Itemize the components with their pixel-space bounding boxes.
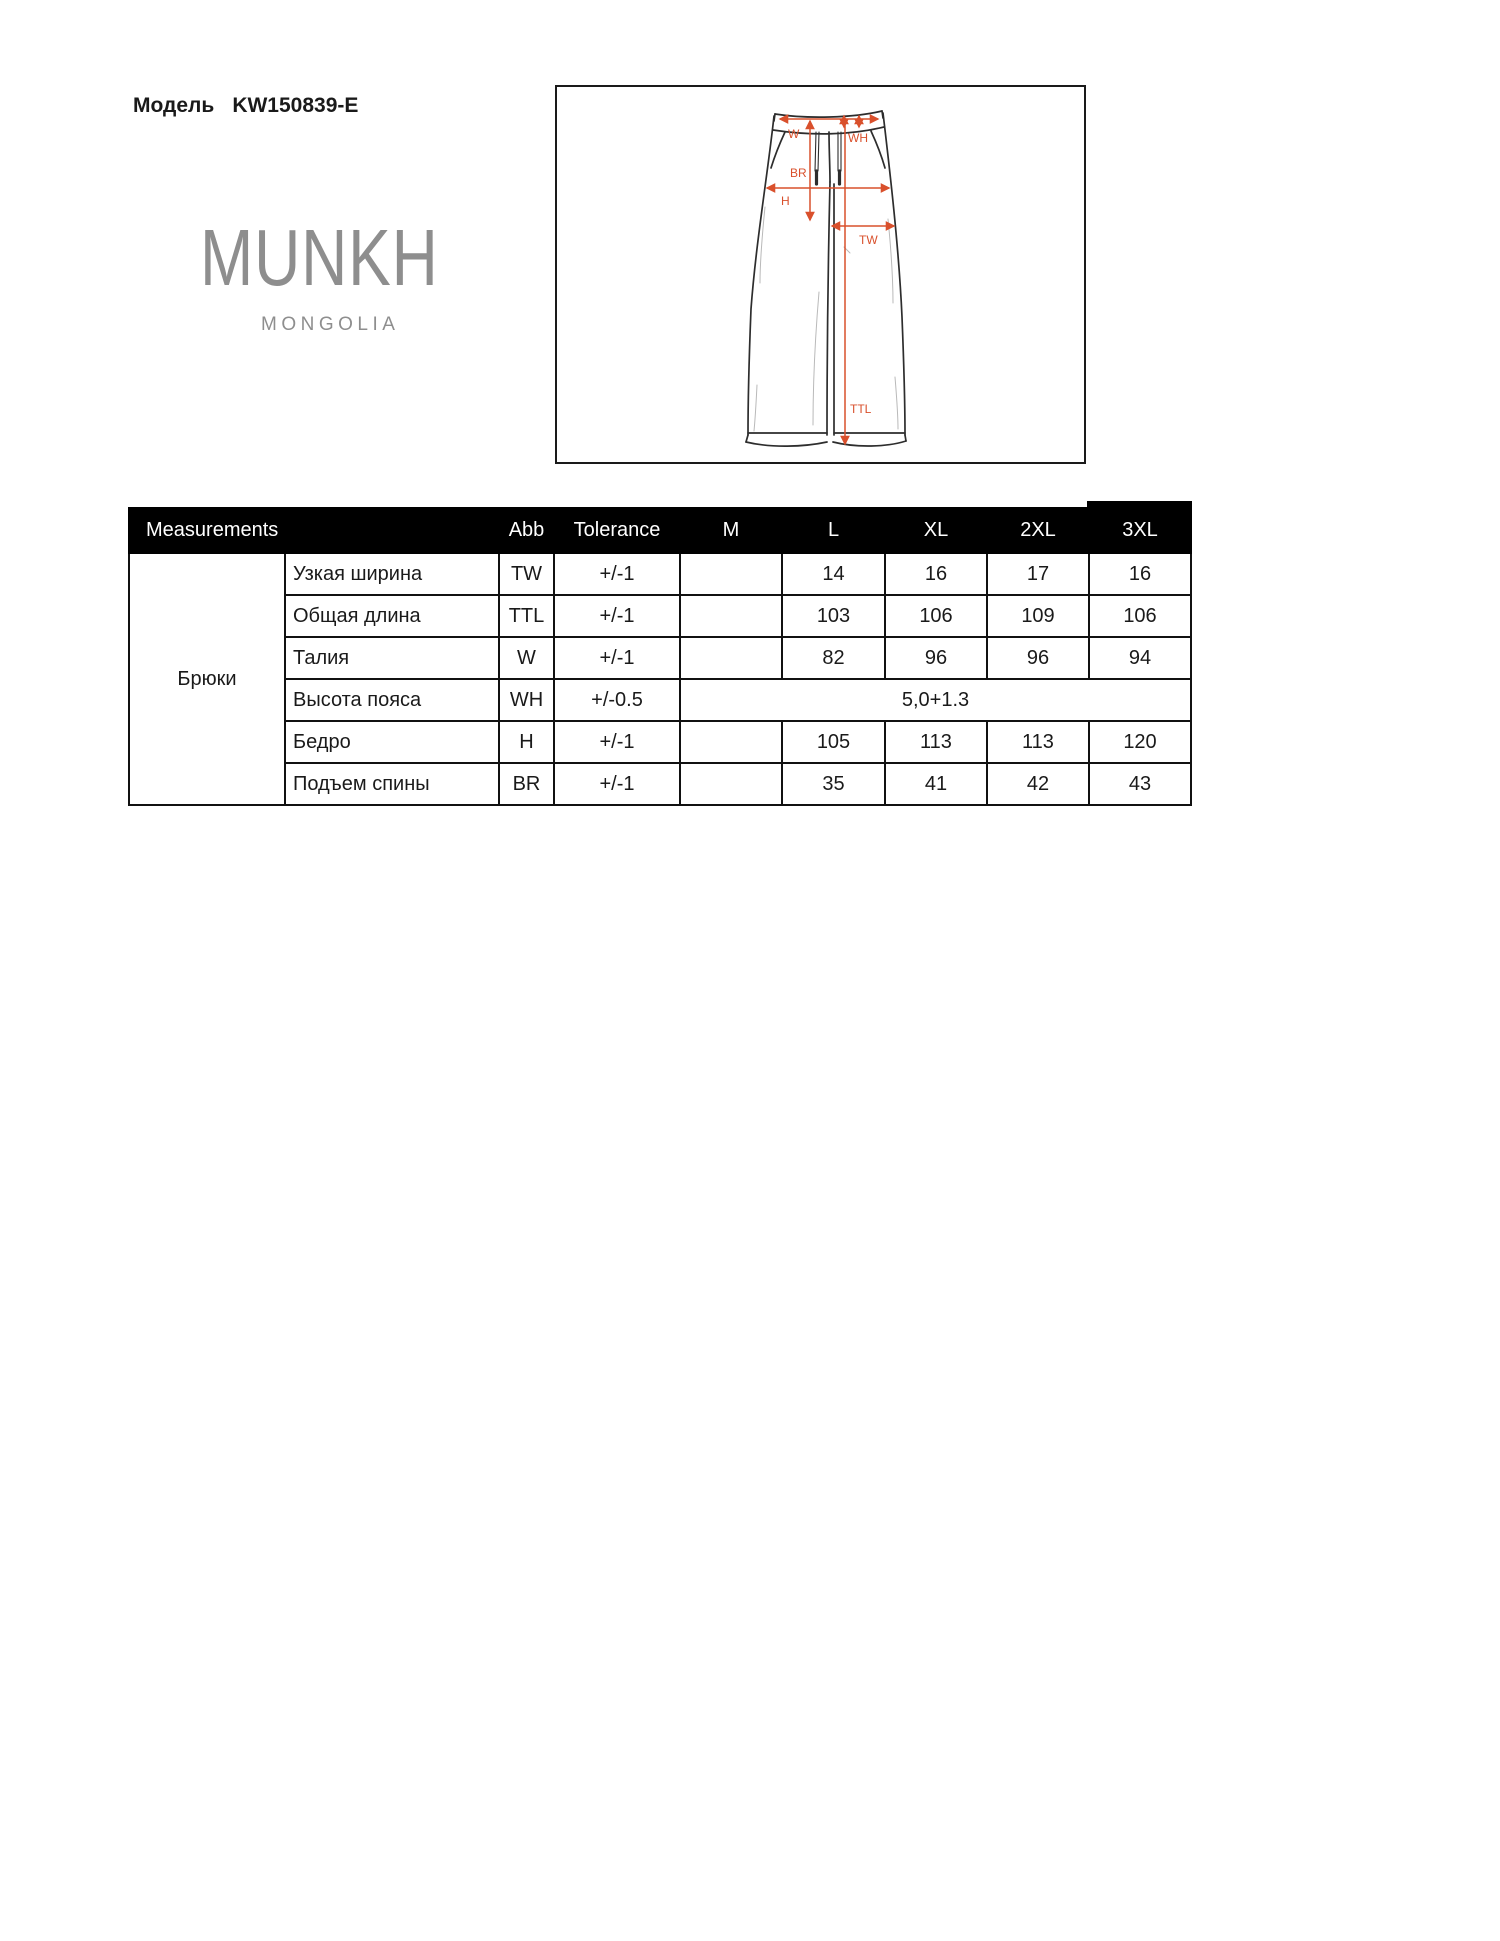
col-header-size-m: M bbox=[680, 508, 782, 553]
size-value-3xl: 43 bbox=[1089, 763, 1191, 805]
category-cell: Брюки bbox=[129, 553, 285, 805]
tolerance-cell: +/-1 bbox=[554, 721, 680, 763]
col-header-tolerance: Tolerance bbox=[554, 508, 680, 553]
tolerance-cell: +/-1 bbox=[554, 595, 680, 637]
size-value-m bbox=[680, 553, 782, 595]
size-value-xl: 106 bbox=[885, 595, 987, 637]
measurement-label: Бедро bbox=[285, 721, 499, 763]
size-value-xl: 113 bbox=[885, 721, 987, 763]
col-header-abb: Abb bbox=[499, 508, 554, 553]
measure-label-br: BR bbox=[790, 166, 807, 180]
size-value-2xl: 109 bbox=[987, 595, 1089, 637]
size-value-2xl: 113 bbox=[987, 721, 1089, 763]
size-value-m bbox=[680, 595, 782, 637]
tolerance-cell: +/-1 bbox=[554, 763, 680, 805]
size-value-m bbox=[680, 721, 782, 763]
tolerance-cell: +/-1 bbox=[554, 637, 680, 679]
table-header-row bbox=[129, 508, 1191, 553]
table-row bbox=[129, 679, 1191, 721]
size-value-l: 35 bbox=[782, 763, 885, 805]
measurement-label: Подъем спины bbox=[285, 763, 499, 805]
size-value-3xl: 106 bbox=[1089, 595, 1191, 637]
measure-label-h: H bbox=[781, 194, 790, 208]
merged-size-value: 5,0+1.3 bbox=[680, 679, 1191, 721]
tolerance-cell: +/-0.5 bbox=[554, 679, 680, 721]
measurement-label: Узкая ширина bbox=[285, 553, 499, 595]
tolerance-cell: +/-1 bbox=[554, 553, 680, 595]
size-value-3xl: 16 bbox=[1089, 553, 1191, 595]
abb-cell: TTL bbox=[499, 595, 554, 637]
abb-cell: WH bbox=[499, 679, 554, 721]
size-value-l: 14 bbox=[782, 553, 885, 595]
size-value-l: 82 bbox=[782, 637, 885, 679]
size-value-m bbox=[680, 637, 782, 679]
garment-diagram-box bbox=[555, 85, 1086, 464]
size-value-2xl: 17 bbox=[987, 553, 1089, 595]
brand-name: MUNKH bbox=[200, 213, 439, 302]
col-header-size-2xl: 2XL bbox=[987, 508, 1089, 553]
table-row bbox=[129, 595, 1191, 637]
table-row bbox=[129, 721, 1191, 763]
size-value-xl: 16 bbox=[885, 553, 987, 595]
col-header-size-l: L bbox=[782, 508, 885, 553]
table-row bbox=[129, 553, 1191, 595]
size-value-2xl: 42 bbox=[987, 763, 1089, 805]
model-code: KW150839-E bbox=[232, 94, 359, 117]
table-row bbox=[129, 637, 1191, 679]
trousers-outline bbox=[746, 111, 906, 446]
brand-region: MONGOLIA bbox=[261, 314, 400, 335]
drawstring bbox=[815, 132, 841, 184]
trousers-sketch bbox=[557, 87, 1084, 462]
measure-label-w: W bbox=[788, 127, 800, 141]
measure-label-ttl: TTL bbox=[850, 402, 872, 416]
size-value-l: 103 bbox=[782, 595, 885, 637]
size-value-2xl: 96 bbox=[987, 637, 1089, 679]
measurement-label: Высота пояса bbox=[285, 679, 499, 721]
col-header-size-xl: XL bbox=[885, 508, 987, 553]
size-value-xl: 96 bbox=[885, 637, 987, 679]
abb-cell: BR bbox=[499, 763, 554, 805]
col-header-measurements: Measurements bbox=[129, 508, 499, 553]
measurements-table bbox=[128, 507, 1192, 806]
measurement-label: Талия bbox=[285, 637, 499, 679]
measure-label-tw: TW bbox=[859, 233, 878, 247]
model-title bbox=[133, 94, 358, 118]
size-value-3xl: 120 bbox=[1089, 721, 1191, 763]
size-value-l: 105 bbox=[782, 721, 885, 763]
measurement-label: Общая длина bbox=[285, 595, 499, 637]
size-value-m bbox=[680, 763, 782, 805]
abb-cell: W bbox=[499, 637, 554, 679]
size-value-3xl: 94 bbox=[1089, 637, 1191, 679]
table-row bbox=[129, 763, 1191, 805]
abb-cell: TW bbox=[499, 553, 554, 595]
abb-cell: H bbox=[499, 721, 554, 763]
size-value-xl: 41 bbox=[885, 763, 987, 805]
col-header-size-3xl: 3XL bbox=[1089, 508, 1191, 553]
model-label: Модель bbox=[133, 94, 215, 117]
measure-label-wh: WH bbox=[848, 131, 868, 145]
